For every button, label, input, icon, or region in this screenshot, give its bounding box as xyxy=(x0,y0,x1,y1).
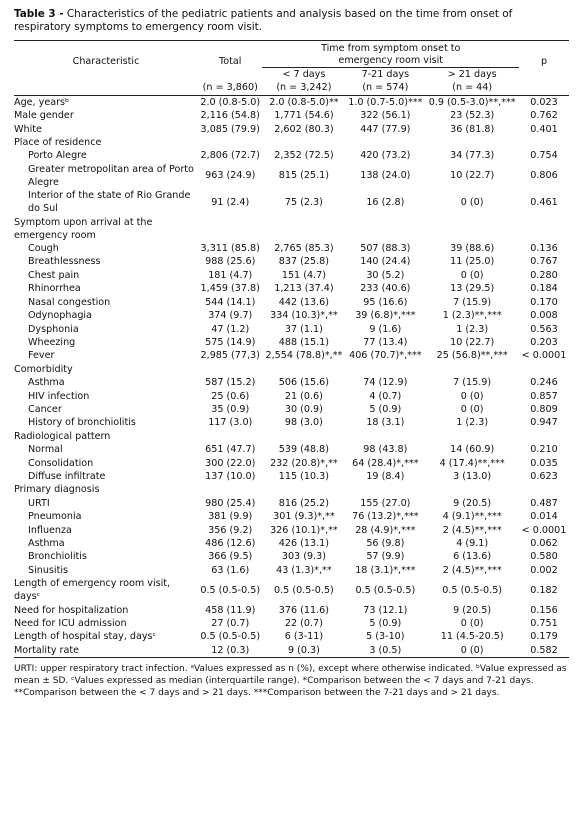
row-label: Sinusitis xyxy=(28,564,69,576)
table-caption xyxy=(14,8,569,34)
cell-p: 0.280 xyxy=(530,269,558,281)
cell-7-21: 3 (0.5) xyxy=(345,644,425,658)
cell-gt21: 4 (9.1)**,*** xyxy=(442,511,502,523)
cell-p: 0.582 xyxy=(519,644,569,658)
cell-gt21: 36 (81.8) xyxy=(450,123,495,135)
row-label: Consolidation xyxy=(28,457,94,469)
row-label: Need for hospitalization xyxy=(14,604,129,616)
cell-7-21: 18 (3.1)*,*** xyxy=(355,564,416,576)
row-label: Mortality rate xyxy=(14,644,198,658)
cell-p: 0.806 xyxy=(530,170,558,182)
row-label: Chest pain xyxy=(28,269,80,281)
cell-p: 0.002 xyxy=(530,564,558,576)
row-label: Interior of the state of Rio Grande do Sul xyxy=(28,190,191,215)
cell-7-21: 4 (0.7) xyxy=(369,390,402,402)
cell-gt21: 2 (4.5)**,*** xyxy=(442,564,502,576)
table-row xyxy=(14,443,569,456)
cell-p: 0.062 xyxy=(530,538,558,549)
table-row xyxy=(14,282,569,295)
cell-total: 3,085 (79.9) xyxy=(200,123,260,135)
table-row xyxy=(14,510,569,523)
cell-7-21: 57 (9.9) xyxy=(366,551,405,563)
cell-lt7: 426 (13.1) xyxy=(278,538,330,549)
n-lt7: (n = 3,242) xyxy=(262,81,345,95)
cell-gt21: 3 (13.0) xyxy=(453,470,492,482)
cell-p: 0.762 xyxy=(530,110,558,122)
cell-7-21: 322 (56.1) xyxy=(360,110,411,122)
cell-p: 0.035 xyxy=(530,457,558,469)
cell-7-21: 18 (3.1) xyxy=(366,417,405,429)
cell-gt21: 0 (0) xyxy=(460,403,484,415)
n-gt21: (n = 44) xyxy=(425,81,519,95)
cell-p: 0.023 xyxy=(530,96,558,108)
table-row xyxy=(14,309,569,322)
header-gt21: > 21 days xyxy=(425,68,519,82)
section-label: Place of residence xyxy=(14,137,102,149)
cell-gt21: 10 (22.7) xyxy=(450,336,495,348)
n-7-21: (n = 574) xyxy=(345,81,425,95)
header-group-title xyxy=(262,41,519,68)
cell-lt7: 6 (3-11) xyxy=(284,631,324,643)
table-body xyxy=(14,41,569,658)
cell-7-21: 16 (2.8) xyxy=(366,196,405,208)
cell-gt21: 6 (13.6) xyxy=(453,551,492,563)
row-label: Age, yearsᵇ xyxy=(14,96,70,108)
cell-gt21: 0 (0) xyxy=(460,269,484,281)
table-row xyxy=(14,564,569,577)
header-group-title-1: Time from symptom onset to xyxy=(321,43,461,54)
cell-7-21: 155 (27.0) xyxy=(360,497,411,509)
cell-7-21: 138 (24.0) xyxy=(360,170,411,182)
cell-7-21: 95 (16.6) xyxy=(363,296,408,308)
n-total: (n = 3,860) xyxy=(198,81,262,95)
cell-lt7: 21 (0.6) xyxy=(284,390,323,402)
cell-p: 0.623 xyxy=(530,470,558,482)
cell-total: 12 (0.3) xyxy=(198,644,262,658)
cell-p: 0.182 xyxy=(530,584,558,596)
cell-7-21: 5 (0.9) xyxy=(369,403,402,415)
cell-total: 137 (10.0) xyxy=(205,470,256,482)
table-row xyxy=(14,497,569,510)
cell-total: 300 (22.0) xyxy=(205,457,256,469)
cell-7-21: 420 (73.2) xyxy=(360,150,411,162)
cell-lt7: 837 (25.8) xyxy=(278,256,330,268)
cell-gt21: 4 (17.4)**,*** xyxy=(439,457,505,469)
cell-total: 374 (9.7) xyxy=(208,310,253,322)
cell-gt21: 0 (0) xyxy=(425,644,519,658)
row-label: White xyxy=(14,123,42,135)
cell-7-21: 76 (13.2)*,*** xyxy=(352,511,419,523)
row-label: Dysphonia xyxy=(28,323,79,335)
row-label: Influenza xyxy=(28,524,72,536)
row-label: Cancer xyxy=(28,403,62,415)
cell-lt7: 0.5 (0.5-0.5) xyxy=(274,584,334,596)
cell-total: 47 (1.2) xyxy=(211,323,250,335)
cell-gt21: 2 (4.5)**,*** xyxy=(442,524,502,536)
cell-7-21: 0.5 (0.5-0.5) xyxy=(355,584,416,596)
table-row xyxy=(14,255,569,268)
cell-7-21: 19 (8.4) xyxy=(366,470,405,482)
cell-total: 25 (0.6) xyxy=(211,390,250,402)
cell-lt7: 2,554 (78.8)*,** xyxy=(265,350,343,362)
section-label: Radiological pattern xyxy=(14,430,111,442)
cell-total: 575 (14.9) xyxy=(205,336,256,348)
cell-p: 0.203 xyxy=(530,336,558,348)
cell-gt21: 0.9 (0.5-3.0)**,*** xyxy=(428,96,516,108)
row-label: Bronchiolitis xyxy=(28,551,87,563)
row-label: Asthma xyxy=(28,377,65,389)
cell-total: 980 (25.4) xyxy=(205,497,256,509)
cell-gt21: 34 (77.3) xyxy=(450,150,495,162)
cell-gt21: 1 (2.3) xyxy=(456,417,489,429)
row-label: Greater metropolitan area of Porto Alegre xyxy=(28,163,194,189)
cell-p: 0.580 xyxy=(530,551,558,563)
cell-gt21: 0 (0) xyxy=(460,618,484,630)
cell-lt7: 2,765 (85.3) xyxy=(274,243,334,255)
table-row xyxy=(14,363,569,376)
cell-lt7: 37 (1.1) xyxy=(284,323,323,335)
cell-p: 0.156 xyxy=(530,604,558,616)
table-row xyxy=(14,537,569,550)
row-label: Male gender xyxy=(14,110,74,122)
table-row xyxy=(14,577,569,603)
cell-gt21: 1 (2.3) xyxy=(456,323,489,335)
cell-lt7: 303 (9.3) xyxy=(281,551,326,563)
cell-p: 0.809 xyxy=(530,403,558,415)
cell-total: 91 (2.4) xyxy=(211,196,250,208)
cell-gt21: 39 (88.6) xyxy=(450,243,495,255)
cell-gt21: 23 (52.3) xyxy=(450,110,495,122)
cell-lt7: 151 (4.7) xyxy=(281,269,326,281)
cell-7-21: 5 (0.9) xyxy=(369,618,402,630)
cell-7-21: 30 (5.2) xyxy=(366,269,405,281)
cell-lt7: 232 (20.8)*,** xyxy=(270,457,338,469)
cell-total: 117 (3.0) xyxy=(208,417,253,429)
cell-total: 366 (9.5) xyxy=(208,551,253,563)
characteristics-table xyxy=(14,40,569,658)
table-label: Table 3 - xyxy=(14,8,64,20)
cell-lt7: 43 (1.3)*,** xyxy=(276,564,332,576)
cell-lt7: 815 (25.1) xyxy=(278,170,330,182)
cell-total: 2,116 (54.8) xyxy=(200,110,260,122)
table-row xyxy=(14,644,569,658)
cell-7-21: 140 (24.4) xyxy=(360,256,411,268)
table-row xyxy=(14,524,569,537)
table-row xyxy=(14,550,569,563)
row-label: Nasal congestion xyxy=(28,296,111,308)
cell-gt21: 0.5 (0.5-0.5) xyxy=(442,584,503,596)
cell-total: 2,985 (77,3) xyxy=(200,350,260,362)
cell-total: 0.5 (0.5-0.5) xyxy=(200,584,261,596)
cell-p: 0.751 xyxy=(530,618,558,630)
cell-total: 1,459 (37.8) xyxy=(200,283,260,295)
table-row xyxy=(14,604,569,617)
table-row xyxy=(14,376,569,389)
table-row xyxy=(14,149,569,162)
cell-p: < 0.0001 xyxy=(521,350,567,362)
cell-total: 458 (11.9) xyxy=(205,604,256,616)
table-row xyxy=(14,403,569,416)
table-row xyxy=(14,136,569,149)
row-label: Normal xyxy=(28,444,63,456)
cell-gt21: 4 (9.1) xyxy=(456,538,489,549)
cell-gt21: 14 (60.9) xyxy=(450,444,495,456)
cell-p: 0.461 xyxy=(530,196,558,208)
table-row xyxy=(14,336,569,349)
cell-7-21: 9 (1.6) xyxy=(369,323,402,335)
cell-gt21: 11 (4.5-20.5) xyxy=(440,631,504,643)
table-row xyxy=(14,430,569,443)
cell-lt7: 1,213 (37.4) xyxy=(274,283,334,295)
cell-7-21: 39 (6.8)*,*** xyxy=(355,310,416,322)
table-row xyxy=(14,470,569,483)
table-row xyxy=(14,416,569,429)
cell-7-21: 5 (3-10) xyxy=(366,631,405,643)
cell-total: 651 (47.7) xyxy=(205,444,256,456)
cell-p: 0.401 xyxy=(530,123,558,135)
cell-p: 0.947 xyxy=(530,417,558,429)
cell-lt7: 2,352 (72.5) xyxy=(274,150,334,162)
section-label: Symptom upon arrival at the emergency room xyxy=(14,216,153,241)
cell-gt21: 0 (0) xyxy=(460,196,484,208)
header-characteristic: Characteristic xyxy=(14,41,198,82)
cell-lt7: 376 (11.6) xyxy=(278,604,330,616)
row-label: History of bronchiolitis xyxy=(28,417,136,429)
row-label: Fever xyxy=(28,350,55,362)
row-label: Asthma xyxy=(28,538,65,549)
cell-gt21: 25 (56.8)**,*** xyxy=(436,350,508,362)
table-row xyxy=(14,323,569,336)
cell-total: 181 (4.7) xyxy=(208,269,253,281)
row-label: URTI xyxy=(28,497,50,509)
cell-total: 0.5 (0.5-0.5) xyxy=(200,631,261,643)
cell-total: 587 (15.2) xyxy=(205,377,256,389)
cell-total: 35 (0.9) xyxy=(211,403,250,415)
cell-lt7: 30 (0.9) xyxy=(284,403,323,415)
table-row xyxy=(14,617,569,630)
cell-lt7: 326 (10.1)*,** xyxy=(270,524,338,536)
row-label: Pneumonia xyxy=(28,511,82,523)
table-row xyxy=(14,269,569,282)
cell-lt7: 22 (0.7) xyxy=(284,618,323,630)
cell-7-21: 64 (28.4)*,*** xyxy=(352,457,419,469)
cell-gt21: 9 (20.5) xyxy=(453,497,492,509)
table-row xyxy=(14,216,569,242)
row-label: Wheezing xyxy=(28,336,76,348)
table-row xyxy=(14,189,569,215)
row-label: Odynophagia xyxy=(28,310,92,322)
header-row-1 xyxy=(14,41,569,68)
cell-total: 544 (14.1) xyxy=(205,296,256,308)
cell-gt21: 10 (22.7) xyxy=(450,170,495,182)
cell-total: 988 (25.6) xyxy=(205,256,256,268)
cell-lt7: 506 (15.6) xyxy=(278,377,330,389)
cell-p: 0.754 xyxy=(530,150,558,162)
section-label: Comorbidity xyxy=(14,363,73,375)
cell-total: 3,311 (85.8) xyxy=(200,243,260,255)
cell-7-21: 1.0 (0.7-5.0)*** xyxy=(348,96,423,108)
cell-lt7: 539 (48.8) xyxy=(278,444,330,456)
header-7-21: 7-21 days xyxy=(345,68,425,82)
cell-gt21: 11 (25.0) xyxy=(450,256,495,268)
cell-lt7: 2.0 (0.8-5.0)** xyxy=(269,96,339,108)
cell-p: 0.014 xyxy=(530,511,558,523)
table-row xyxy=(14,109,569,122)
cell-lt7: 1,771 (54.6) xyxy=(274,110,334,122)
table-row xyxy=(14,163,569,189)
row-label: Diffuse infiltrate xyxy=(28,470,106,482)
cell-total: 2.0 (0.8-5.0) xyxy=(200,96,261,108)
table-row xyxy=(14,242,569,255)
table-row xyxy=(14,296,569,309)
cell-7-21: 28 (4.9)*,*** xyxy=(355,524,416,536)
table-row xyxy=(14,349,569,362)
table-row xyxy=(14,95,569,109)
cell-total: 2,806 (72.7) xyxy=(200,150,260,162)
cell-gt21: 13 (29.5) xyxy=(450,283,495,295)
cell-7-21: 77 (13.4) xyxy=(363,336,408,348)
row-label: Rhinorrhea xyxy=(28,283,81,295)
cell-total: 486 (12.6) xyxy=(205,538,256,549)
cell-p: 0.767 xyxy=(530,256,558,268)
cell-p: 0.179 xyxy=(530,631,558,643)
row-label: Porto Alegre xyxy=(28,150,87,162)
row-label: Cough xyxy=(28,243,59,255)
cell-p: 0.008 xyxy=(530,310,558,322)
header-group-title-2: emergency room visit xyxy=(338,55,444,66)
cell-7-21: 73 (12.1) xyxy=(363,604,408,616)
row-label: Length of emergency room visit, daysᶜ xyxy=(14,578,171,603)
table-caption-text: Characteristics of the pediatric patients and analysis based on the time from onset of respiratory symptoms to emergency room visit. xyxy=(14,8,513,33)
row-label: HIV infection xyxy=(28,390,90,402)
section-label: Primary diagnosis xyxy=(14,484,100,496)
cell-lt7: 2,602 (80.3) xyxy=(274,123,334,135)
cell-7-21: 507 (88.3) xyxy=(360,243,411,255)
header-p: p xyxy=(519,41,569,82)
row-label: Need for ICU admission xyxy=(14,618,127,630)
cell-gt21: 9 (20.5) xyxy=(453,604,492,616)
cell-7-21: 56 (9.8) xyxy=(366,538,405,549)
header-total: Total xyxy=(198,41,262,82)
cell-lt7: 334 (10.3)*,** xyxy=(270,310,338,322)
table-row xyxy=(14,457,569,470)
cell-gt21: 7 (15.9) xyxy=(453,377,492,389)
cell-p: < 0.0001 xyxy=(521,524,567,536)
cell-p: 0.563 xyxy=(530,323,558,335)
cell-7-21: 233 (40.6) xyxy=(360,283,411,295)
table-row xyxy=(14,483,569,496)
cell-p: 0.857 xyxy=(530,390,558,402)
cell-lt7: 442 (13.6) xyxy=(278,296,330,308)
cell-p: 0.136 xyxy=(530,243,558,255)
cell-lt7: 816 (25.2) xyxy=(278,497,330,509)
cell-total: 963 (24.9) xyxy=(205,170,256,182)
cell-p: 0.210 xyxy=(530,444,558,456)
header-lt7: < 7 days xyxy=(262,68,345,82)
table-footnote: URTI: upper respiratory tract infection. ᵃValues expressed as n (%), except where otherwise indicated. ᵇValue expressed as mean ± SD. ᶜValues expressed as median (interquartile range). *Comparison between the < 7 days and 7-21 days. **Comparison between the < 7 days and > 21 days. ***Comparison between the 7-21 days and > 21 days. xyxy=(14,664,567,699)
cell-total: 63 (1.6) xyxy=(211,564,250,576)
cell-gt21: 7 (15.9) xyxy=(453,296,492,308)
cell-gt21: 1 (2.3)**,*** xyxy=(442,310,502,322)
cell-lt7: 98 (3.0) xyxy=(284,417,323,429)
table-row xyxy=(14,390,569,403)
cell-total: 356 (9.2) xyxy=(208,524,253,536)
cell-gt21: 0 (0) xyxy=(460,390,484,402)
cell-p: 0.246 xyxy=(530,377,558,389)
row-label: Length of hospital stay, daysᶜ xyxy=(14,631,157,643)
cell-lt7: 301 (9.3)*,** xyxy=(273,511,335,523)
cell-lt7: 488 (15.1) xyxy=(278,336,330,348)
cell-7-21: 406 (70.7)*,*** xyxy=(349,350,422,362)
table-row xyxy=(14,630,569,643)
cell-7-21: 74 (12.9) xyxy=(363,377,408,389)
cell-lt7: 115 (10.3) xyxy=(278,470,330,482)
cell-total: 381 (9.9) xyxy=(208,511,253,523)
table-row xyxy=(14,123,569,136)
cell-lt7: 9 (0.3) xyxy=(262,644,345,658)
header-n-row xyxy=(14,81,569,95)
cell-7-21: 98 (43.8) xyxy=(363,444,408,456)
cell-7-21: 447 (77.9) xyxy=(360,123,411,135)
cell-lt7: 75 (2.3) xyxy=(284,196,323,208)
cell-p: 0.184 xyxy=(530,283,558,295)
cell-p: 0.487 xyxy=(530,497,558,509)
cell-p: 0.170 xyxy=(530,296,558,308)
row-label: Breathlessness xyxy=(28,256,101,268)
cell-total: 27 (0.7) xyxy=(211,618,250,630)
